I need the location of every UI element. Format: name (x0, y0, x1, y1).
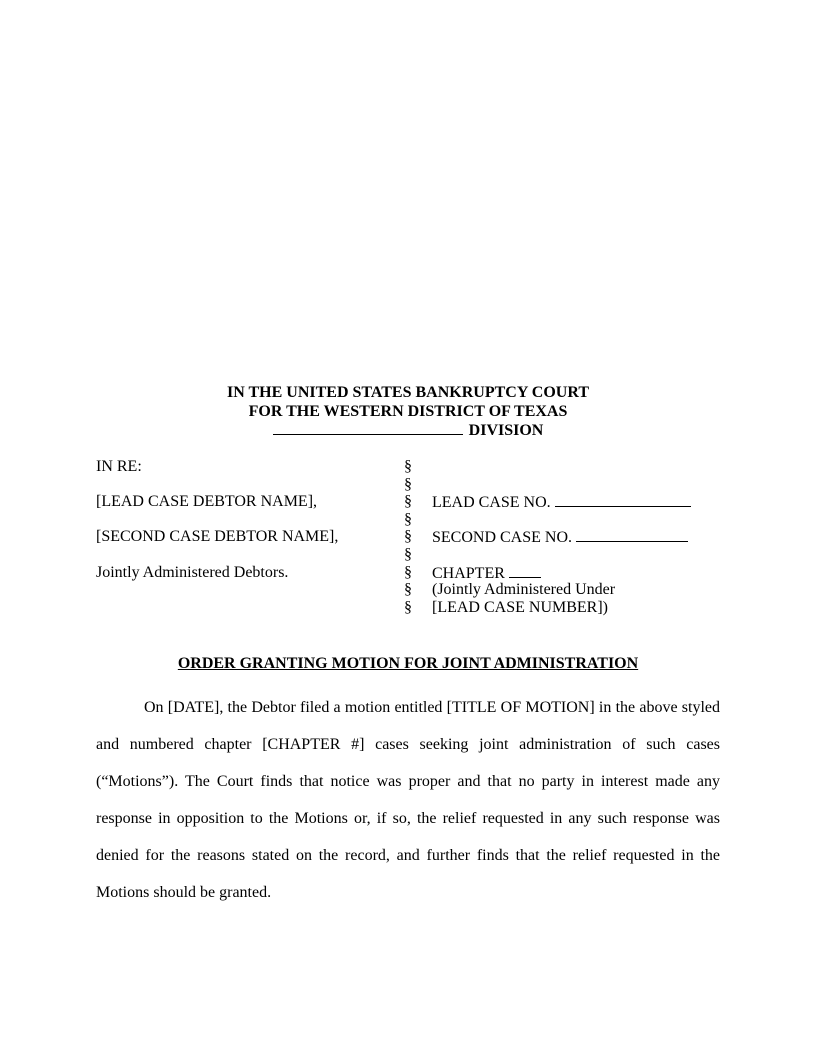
caption-parties (96, 458, 396, 581)
lead-debtor-name: [LEAD CASE DEBTOR NAME], (96, 493, 318, 511)
second-case-no (432, 528, 752, 546)
section-symbol-column (404, 458, 424, 616)
lead-case-no (432, 493, 752, 511)
section-symbol: § (404, 598, 412, 616)
section-symbol: § (404, 475, 412, 493)
court-name: IN THE UNITED STATES BANKRUPTCY COURT (226, 384, 590, 401)
section-symbol: § (404, 493, 412, 511)
court-header (0, 384, 816, 441)
second-debtor-name: [SECOND CASE DEBTOR NAME], (96, 528, 339, 546)
lead-case-no-label: LEAD CASE NO. (432, 494, 551, 512)
court-division (0, 421, 816, 441)
in-re-label: IN RE: (96, 458, 142, 475)
order-title: ORDER GRANTING MOTION FOR JOINT ADMINISTRATION (177, 655, 639, 672)
lead-case-number-label: [LEAD CASE NUMBER]) (432, 598, 608, 616)
jointly-under-label: (Jointly Administered Under (432, 581, 616, 599)
section-symbol: § (404, 563, 412, 581)
division-blank (273, 421, 463, 435)
court-district: FOR THE WESTERN DISTRICT OF TEXAS (248, 402, 568, 420)
chapter-label: CHAPTER (432, 564, 505, 582)
second-case-no-label: SECOND CASE NO. (432, 529, 573, 547)
division-label: DIVISION (468, 422, 544, 439)
section-symbol: § (404, 581, 412, 599)
chapter-line (432, 564, 752, 582)
section-symbol: § (404, 458, 412, 475)
jointly-administered-label: Jointly Administered Debtors. (96, 563, 289, 581)
caption-case-info (432, 458, 752, 616)
lead-case-no-blank (555, 493, 691, 507)
section-symbol: § (404, 510, 412, 528)
second-case-no-blank (576, 528, 688, 542)
order-body-paragraph: On [DATE], the Debtor filed a motion entitled [TITLE OF MOTION] in the above styled and numbered chapter [CHAPTER #] cases seeking joint administration of such cases (“Motions”). The Court finds that notice was proper and that no party in interest made any response in opposition to the Motions or, if so, the relief requested in any such response was denied for the reasons stated on the record, and further finds that the relief requested in the Motions should be granted. (96, 699, 720, 901)
section-symbol: § (404, 528, 412, 546)
chapter-blank (509, 564, 541, 578)
section-symbol: § (404, 545, 412, 563)
